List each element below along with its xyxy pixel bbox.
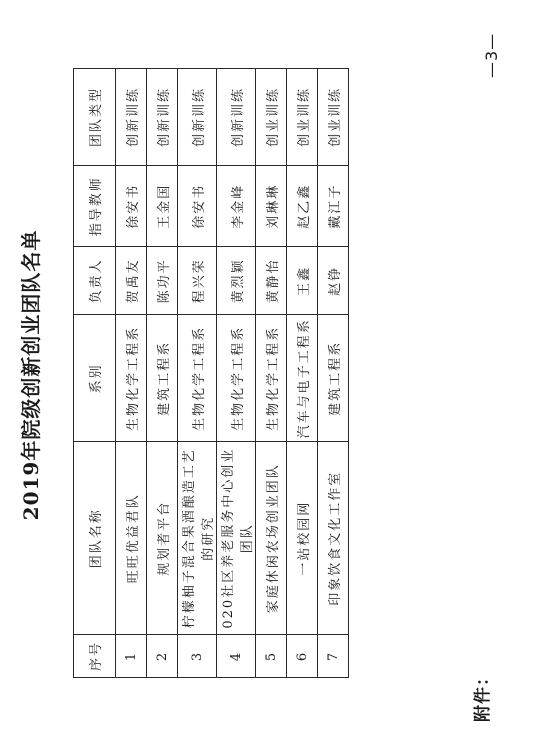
- cell-leader: 王鑫: [287, 247, 318, 315]
- cell-team-type: 创新训练: [116, 69, 147, 166]
- cell-team-name: 规划者平台: [147, 442, 178, 635]
- cell-leader: 黄烈颖: [217, 247, 256, 315]
- cell-advisor: 徐安书: [116, 166, 147, 247]
- cell-advisor: 李金峰: [217, 166, 256, 247]
- cell-team-type: 创新训练: [178, 69, 217, 166]
- cell-index: 5: [256, 634, 287, 677]
- cell-advisor: 戴江子: [318, 166, 349, 247]
- cell-team-name: 柠檬柚子混合果酒酿造工艺的研究: [178, 442, 217, 635]
- table-row: [116, 69, 147, 678]
- cell-department: 生物化学工程系: [217, 315, 256, 442]
- cell-department: 建筑工程系: [147, 315, 178, 442]
- attachment-label: 附件：: [473, 668, 493, 722]
- cell-index: 2: [147, 634, 178, 677]
- cell-index: 6: [287, 634, 318, 677]
- cell-index: 7: [318, 634, 349, 677]
- cell-department: 生物化学工程系: [256, 315, 287, 442]
- team-roster-table: [73, 68, 349, 678]
- cell-department: 汽车与电子工程系: [287, 315, 318, 442]
- cell-leader: 陈功平: [147, 247, 178, 315]
- header-advisor: 指导教师: [74, 166, 116, 247]
- cell-index: 1: [116, 634, 147, 677]
- cell-team-type: 创业训练: [318, 69, 349, 166]
- cell-advisor: 刘琳琳: [256, 166, 287, 247]
- cell-leader: 贺禹友: [116, 247, 147, 315]
- cell-department: 建筑工程系: [318, 315, 349, 442]
- header-team-type: 团队类型: [74, 69, 116, 166]
- table-row: [318, 69, 349, 678]
- table-row: [287, 69, 318, 678]
- cell-team-type: 创业训练: [287, 69, 318, 166]
- cell-team-name: 020社区养老服务中心创业团队: [217, 442, 256, 635]
- cell-advisor: 徐安书: [178, 166, 217, 247]
- table-row: [178, 69, 217, 678]
- cell-team-name: 印象饮食文化工作室: [318, 442, 349, 635]
- cell-advisor: 王金国: [147, 166, 178, 247]
- cell-team-name: 一站校园网: [287, 442, 318, 635]
- table-row: [147, 69, 178, 678]
- cell-index: 4: [217, 634, 256, 677]
- cell-team-type: 创业训练: [256, 69, 287, 166]
- header-team-name: 团队名称: [74, 442, 116, 635]
- table-row: [217, 69, 256, 678]
- table-row: [256, 69, 287, 678]
- header-leader: 负责人: [74, 247, 116, 315]
- cell-leader: 赵铮: [318, 247, 349, 315]
- header-department: 系别: [74, 315, 116, 442]
- cell-advisor: 赵乙鑫: [287, 166, 318, 247]
- cell-team-name: 家庭休闲农场创业团队: [256, 442, 287, 635]
- document-title: 2019年院级创新创业团队名单: [19, 229, 43, 521]
- page-number: —3—: [482, 32, 501, 78]
- cell-department: 生物化学工程系: [116, 315, 147, 442]
- cell-team-type: 创新训练: [147, 69, 178, 166]
- cell-leader: 程兴荣: [178, 247, 217, 315]
- table-header-row: [74, 69, 116, 678]
- cell-leader: 黄静怡: [256, 247, 287, 315]
- cell-team-name: 旺旺优益君队: [116, 442, 147, 635]
- cell-department: 生物化学工程系: [178, 315, 217, 442]
- cell-team-type: 创新训练: [217, 69, 256, 166]
- header-index: 序号: [74, 634, 116, 677]
- cell-index: 3: [178, 634, 217, 677]
